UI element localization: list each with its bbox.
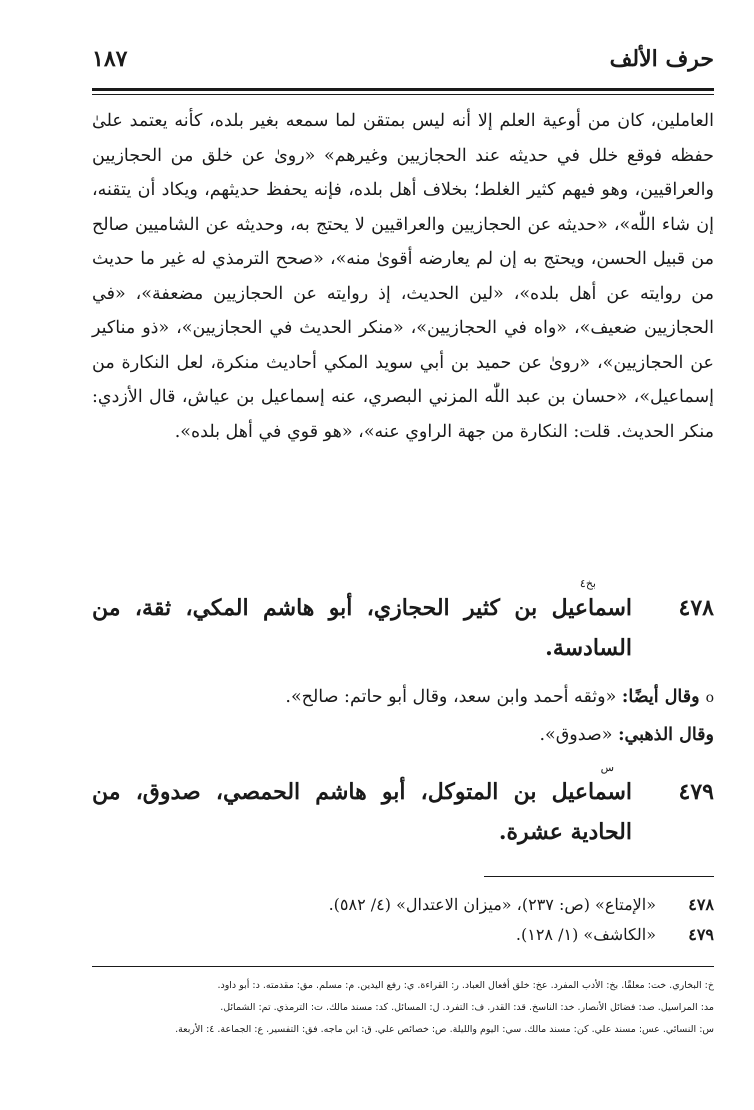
narrator-entry xyxy=(92,577,714,668)
entry-number: ٤٧٨ xyxy=(678,595,714,621)
note-lead: وقال الذهبي: xyxy=(618,725,714,745)
entry-number: ٤٧٩ xyxy=(678,779,714,805)
entry-text: اسماعيل بن كثير الحجازي، أبو هاشم المكي، ثقة، من السادسة. xyxy=(92,595,632,661)
header-rule-thin xyxy=(92,94,714,95)
note-line xyxy=(92,682,714,713)
page-number: ١٨٧ xyxy=(92,46,128,72)
note-lead: وقال أيضًا: xyxy=(621,687,700,707)
entry-symbol: س xyxy=(600,761,614,774)
narrator-entry xyxy=(92,761,714,852)
header-rule-thick xyxy=(92,88,714,91)
footnote xyxy=(92,922,714,948)
footnote-text: «الإمتاع» (ص: ٢٣٧)، «ميزان الاعتدال» (٤/ ٥٨٢). xyxy=(328,895,656,914)
abbreviations-rule xyxy=(92,966,714,967)
body-paragraph: العاملين، كان من أوعية العلم إلا أنه ليس بمتقن لما سمعه بغير بلده، كأنه يعتمد علىٰ حفظه فوقع خلل في حديثه عند الحجازيين وغيرهم» «روىٰ عن خلق من الحجازيين والعراقيين، وهو فيهم كثير الغلط؛ بخلاف أهل بلده، فإنه يحفظ حديثهم، ويكاد أن يتقنه، إن شاء اللّٰه»، «حديثه عن الحجازيين والعراقيين لا يحتج به، وحديثه عن الشاميين صالح من قبيل الحسن، ويحتج به إن لم يعارضه أقوىٰ منه»، «صحح الترمذي له غير ما حديث من روايته عن أهل بلده»، «لين الحديث، إذ روايته عن الحجازيين مضعفة»، «في الحجازيين ضعيف»، «واه في الحجازيين»، «منكر الحديث في الحجازيين»، «ذو مناكير عن الحجازيين»، «روىٰ عن حميد بن أبي سويد المكي أحاديث منكرة، لعل النكارة من إسماعيل»، «حسان بن عبد اللّٰه المزني البصري، عنه إسماعيل بن عياش، قال الأزدي: منكر الحديث. قلت: النكارة من جهة الراوي عنه»، «هو قوي في أهل بلده». xyxy=(92,111,714,442)
footnote-rule xyxy=(484,876,714,877)
abbreviation-line: س: النسائي. عس: مسند علي. كن: مسند مالك. سي: اليوم والليلة. ص: خصائص علي. ق: ابن ماجه. فق: التفسير. ع: الجماعة. ٤: الأربعة. xyxy=(175,1024,714,1035)
note-text: «وثقه أحمد وابن سعد، وقال أبو حاتم: صالح». xyxy=(285,687,617,707)
note-line xyxy=(92,720,714,750)
footnote-number: ٤٧٨ xyxy=(688,895,714,914)
page-header xyxy=(92,42,714,78)
entry-text: اسماعيل بن المتوكل، أبو هاشم الحمصي، صدوق، من الحادية عشرة. xyxy=(92,779,632,845)
footnote xyxy=(92,892,714,918)
abbreviation-line: خ: البخاري. خت: معلقًا. بخ: الأدب المفرد. عخ: خلق أفعال العباد. ر: القراءة. ي: رفع اليدين. م: مسلم. مق: مقدمته. د: أبو داود. xyxy=(217,980,714,991)
entry-symbol: بخ٤ xyxy=(579,577,596,590)
footnote-number: ٤٧٩ xyxy=(688,925,714,944)
note-text: «صدوق». xyxy=(539,725,613,745)
abbreviation-line: مد: المراسيل. صد: فضائل الأنصار. خد: الناسخ. قد: القدر. ف: التفرد. ل: المسائل. كد: مسند مالك. ت: الترمذي. تم: الشمائل. xyxy=(220,1002,714,1013)
footnote-text: «الكاشف» (١/ ١٢٨). xyxy=(515,925,656,944)
chapter-title: حرف الألف xyxy=(609,46,714,72)
bullet-icon: o xyxy=(705,690,714,706)
